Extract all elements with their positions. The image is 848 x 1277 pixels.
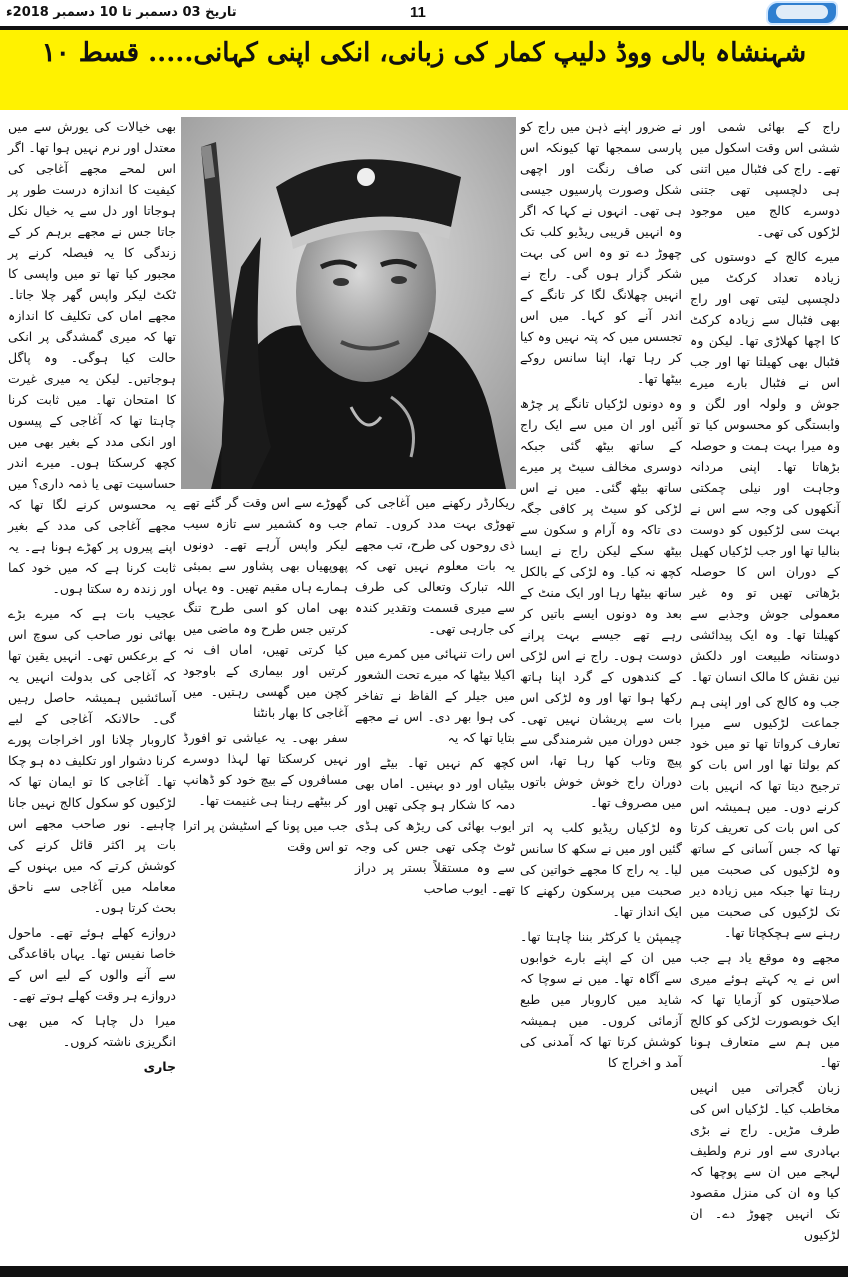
article-column-2 xyxy=(520,116,682,1077)
page-number: 11 xyxy=(410,4,426,21)
paragraph: کچھ کم نہیں تھا۔ بیٹے اور بیٹیاں اور دو بہنیں۔ اماں بھی دمہ کا شکار ہو چکی تھیں اور ایوب بھائی کی ریڑھ کی ہڈی ٹوٹ چکی تھی جس کی وجہ سے وہ مستقلاً بستر پر دراز تھے۔ ایوب صاحب xyxy=(355,755,515,896)
paragraph: دروازے کھلے ہوئے تھے۔ ماحول خاصا نفیس تھا۔ یہاں باقاعدگی سے آنے والوں کے لیے اس کے دروازے ہر وقت کھلے ہوتے تھے۔ xyxy=(8,925,176,1003)
article-column-3 xyxy=(355,492,515,903)
paragraph: نے ضرور اپنے ذہن میں راج کو پارسی سمجھا تھا کیونکہ اس کی صاف رنگت اور اچھی شکل وصورت پارسیوں جیسی ہی تھی۔ انہوں نے کہا کہ اگر وہ انہیں قریبی ریڈیو کلب تک چھوڑ دے تو وہ اس کی بہت شکر گزار ہوں گی۔ راج نے انہیں چھلانگ لگا کر تانگے کے اندر آنے کو کہا۔ میں اس تجسس میں کہ پتہ نہیں وہ کیا کر رہا تھا، اپنا سانس روکے بیٹھا تھا۔ xyxy=(520,119,682,386)
paragraph: میرے کالج کے دوستوں کی زیادہ تعداد کرکٹ میں دلچسپی لیتی تھی اور راج بھی فٹبال سے زیادہ کرکٹ کا اچھا کھلاڑی تھا۔ لیکن وہ فٹبال بھی کھیلتا تھا اور جب اس نے فٹبال بارے میرے جوش و ولولہ اور لگن و وابستگی کو محسوس کیا تو وہ میرا بہت ہمت و حوصلہ بڑھاتا تھا۔ اپنی مردانہ وجاہت اور نیلی چمکتی آنکھوں کی وجہ سے اس نے بہت سی لڑکیوں کو دوست بنالیا تھا اور جب لڑکیاں کھیل کے دوران اس کا حوصلہ بڑھاتی تھیں تو وہ غیر معمولی جوش وجذبے سے کھیلتا تھا۔ وہ ایک پیدائشی دوستانہ طبیعت اور دلکش نین نقش کا مالک انسان تھا۔ xyxy=(690,249,840,684)
paragraph: گھوڑے سے اس وقت گر گئے تھے جب وہ کشمیر سے تازہ سیب لیکر واپس آرہے تھے۔ دونوں پھوپھیاں بھی پشاور سے بمبئی ہمارے ہاں مقیم تھیں۔ وہ یہاں بھی اماں کو اسی طرح تنگ کرتیں جس طرح وہ ماضی میں کیا کرتی تھیں، اماں اف نہ کرتیں اور بیماری کے باوجود کچن میں گھسی رہتیں۔ میں آغاجی کا بھار بانٹنا xyxy=(183,495,348,720)
issue-date: تاریخ 03 دسمبر تا 10 دسمبر 2018ء xyxy=(6,5,237,20)
dilip-kumar-portrait-photo xyxy=(181,117,516,489)
paragraph: چیمپئن یا کرکٹر بننا چاہتا تھا۔ میں ان کے اپنے بارے خوابوں سے آگاہ تھا۔ میں نے سوچا کہ شاید میں کاروبار میں طبع آزمائی کروں۔ میں ہمیشہ کوشش کرتا تھا کہ آمدنی کی آمد و اخراج کا xyxy=(520,929,682,1070)
paragraph: وہ لڑکیاں ریڈیو کلب پہ اتر گئیں اور میں نے سکھ کا سانس لیا۔ یہ راج کا مجھے خواتین کی صحبت میں پرسکون رکھنے کا ایک انداز تھا۔ xyxy=(520,820,682,919)
paragraph: عجیب بات ہے کہ میرے بڑے بھائی نور صاحب کی سوچ اس کے برعکس تھی۔ انہیں یقین تھا کہ آغاجی کی بدولت انہیں یہ آسائشیں ہمیشہ حاصل رہیں گی۔ حالانکہ آغاجی کے لیے کاروبار چلانا اور اخراجات پورے کرنا دشوار اور تکلیف دہ ہو چکا تھا۔ آغاجی کا تو ایمان تھا کہ لڑکیوں کو سکول کالج نہیں جانا چاہیے۔ نور صاحب مجھے اس بات پر اکثر قائل کرنے کی کوشش کرتے کہ میں بہنوں کے معاملہ میں آغاجی سے ناحق بحث کرتا ہوں۔ xyxy=(8,606,176,915)
paragraph: بھی خیالات کی یورش سے میں معتدل اور نرم نہیں ہوا تھا۔ اگر اس لمحے مجھے آغاجی کی کیفیت کا اندازہ درست طور پر ہوجاتا اور دل سے یہ خیال نکل جاتا جس نے مجھے برہم کر کے زندگی کا یہ فیصلہ کرنے پر مجبور کیا تھا تو میں واپسی کا ٹکٹ لیکر واپس گھر چلا جاتا۔ مجھے اماں کی تکلیف کا اندازہ تھا کہ میری گمشدگی پر انکی حالت کیا ہوگی۔ وہ پاگل ہوجاتیں۔ لیکن یہ میری غیرت کا امتحان تھا۔ میں ثابت کرنا چاہتا تھا کہ آغاجی کے پیسوں اور انکی مدد کے بغیر بھی میں کچھ کرسکتا ہوں۔ میرے اندر حساسیت تھی یا ذمہ داری؟ میں یہ محسوس کرنے لگا تھا کہ مجھے آغاجی کی مدد کے بغیر اپنے پیروں پر کھڑے ہونا ہے۔ یہ ثابت کرنا ہے کہ میں خود کما اور زندہ رہ سکتا ہوں۔ xyxy=(8,119,176,596)
paragraph: سفر بھی۔ یہ عیاشی تو افورڈ نہیں کرسکتا تھا لہذا دوسرے مسافروں کے بیچ خود کو ڈھانپ کر بیٹھے رہنا ہی غنیمت تھا۔ xyxy=(183,730,348,808)
paragraph: زبان گجراتی میں انہیں مخاطب کیا۔ لڑکیاں اس کی طرف مڑیں۔ راج نے بڑی بہادری سے اور نرم ولطیف لہجے میں ان سے پوچھا کہ کیا وہ ان کی منزل مقصود تک انہیں چھوڑ دے۔ ان لڑکیوں xyxy=(690,1080,840,1242)
paragraph: ریکارڈر رکھنے میں آغاجی کی تھوڑی بہت مدد کروں۔ تمام ذی روحوں کی طرح، تب مجھے یہ بات معلوم نہیں تھی کہ اللہ تبارک وتعالی کی طرف سے میری قسمت وتقدیر کندہ کی جارہی تھی۔ xyxy=(355,495,515,636)
newspaper-logo xyxy=(766,1,838,25)
paragraph: میرا دل چاہا کہ میں بھی انگریزی ناشتہ کروں۔ xyxy=(8,1013,176,1049)
article-column-1 xyxy=(690,116,840,1249)
paragraph: مجھے وہ موقع یاد ہے جب اس نے یہ کہتے ہوئے میری صلاحیتوں کو آزمایا تھا کہ ایک خوبصورت لڑکی کو کالج میں ہم سے متعارف ہونا تھا۔ xyxy=(690,950,840,1070)
paragraph: راج کے بھائی شمی اور ششی اس وقت اسکول میں تھے۔ راج کی فٹبال میں اتنی ہی دلچسپی تھی جتنی دوسرے کالج میں موجود لڑکوں کی تھی۔ xyxy=(690,119,840,239)
article-column-4 xyxy=(183,492,348,861)
headline-banner xyxy=(0,30,848,110)
continued-label: جاری xyxy=(143,1059,176,1074)
paragraph: جب وہ کالج کی اور اپنی ہم جماعت لڑکیوں سے میرا تعارف کرواتا تھا تو میں خود کم بولتا تھا اور اس بات کو ترجیح دیتا تھا کہ انہیں بات کرنے دوں۔ میں ہمیشہ اس کی اس بات کی تعریف کرتا تھا کہ جس آسانی کے ساتھ وہ لڑکیوں کی صحبت میں رہتا تھا جبکہ میں زیادہ دیر تک لڑکیوں کی صحبت میں رہنے سے ہچکچاتا تھا۔ xyxy=(690,694,840,940)
paragraph: وہ دونوں لڑکیاں تانگے پر چڑھ آئیں اور ان میں سے ایک راج کے ساتھ بیٹھ گئی جبکہ دوسری مخالف سیٹ پر میرے ساتھ بیٹھ گئی۔ میں نے اس لڑکی کو سیٹ پر کافی جگہ دی تاکہ وہ آرام و سکون سے بیٹھ سکے لیکن راج نے ایسا کچھ نہ کیا۔ وہ لڑکی کے بالکل ساتھ بیٹھا رہا اور ایک منٹ کے بعد وہ دونوں ایسے باتیں کر رہے تھے جیسے بہت پرانے دوست ہوں۔ راج نے اس لڑکی کے کندھوں کے گرد اپنا ہاتھ رکھا ہوا تھا اور وہ لڑکی اس بات سے پریشان نہیں تھی۔ جس دوران میں شرمندگی سے پیچ وتاب کھا رہا تھا، اس دوران راج خوش خوش باتوں میں مصروف تھا۔ xyxy=(520,396,682,810)
paragraph: اس رات تنہائی میں کمرے میں اکیلا بیٹھا کہ میرے تحت الشعور میں جیلر کے الفاظ نے تفاخر کی ہوا بھر دی۔ اس نے مجھے بتایا تھا کہ یہ xyxy=(355,646,515,745)
paragraph: جب میں پونا کے اسٹیشن پر اترا تو اس وقت xyxy=(183,818,348,854)
headline: شہنشاہ بالی ووڈ دلیپ کمار کی زبانی، انکی اپنی کہانی..... قسط ۱۰ xyxy=(41,38,807,68)
footer-divider xyxy=(0,1266,848,1277)
article-column-5 xyxy=(8,116,176,1081)
page-header xyxy=(0,0,848,26)
